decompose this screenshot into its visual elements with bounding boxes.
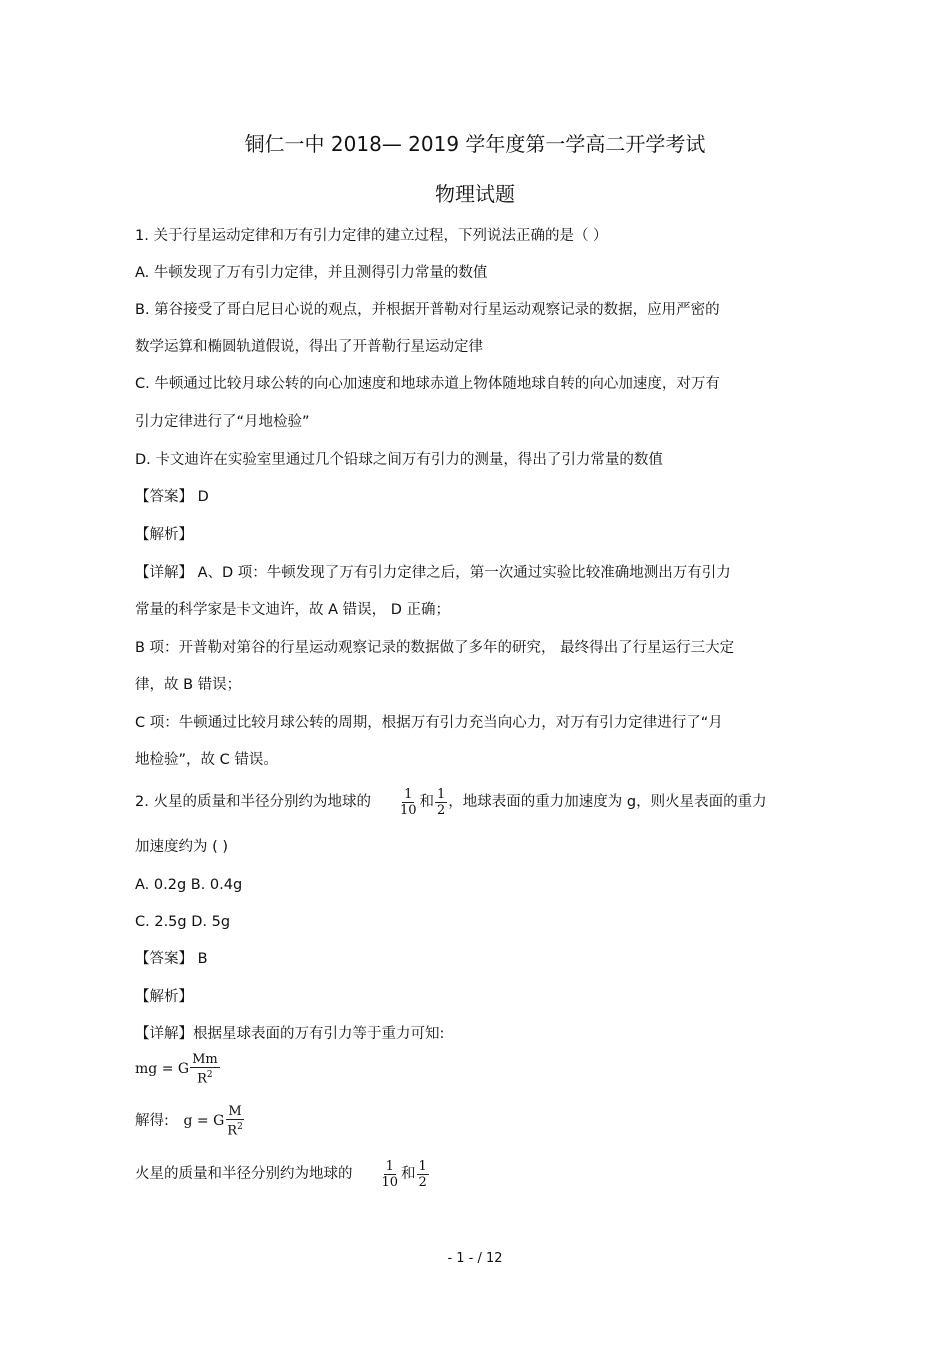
page-number: - 1 - / 12 [447,1251,503,1266]
q1-detail-line1: 【详解】 A、D 项：牛顿发现了万有引力定律之后，第一次通过实验比较准确地测出万有引力 [135,565,731,581]
q2-analysis-heading: 【解析】 [135,989,193,1005]
q1-option-c-line2: 引力定律进行了“月地检验” [135,414,310,430]
equation-gravity: mg = G $\frac{Mm}{R^2}$ [135,1052,218,1087]
q2-stem-line2: 加速度约为 ( ) [135,839,229,855]
title-line-1: 铜仁一中 2018— 2019 学年度第一学高二开学考试 [244,132,706,156]
q1-detail-line4: 律，故 B 错误； [135,677,242,693]
equation-solution: 解得: g = G $\frac{M}{R^2}$ [135,1104,243,1139]
q1-detail-line6: 地检验”，故 C 错误。 [135,752,278,768]
q1-detail-line5: C 项：牛顿通过比较月球公转的周期，根据万有引力充当向心力，对万有引力定律进行了“月 [135,715,723,731]
q1-option-b-line1: B. 第谷接受了哥白尼日心说的观点，并根据开普勒对行星运动观察记录的数据，应用严密的 [135,302,720,318]
q1-detail-line2: 常量的科学家是卡文迪许，故 A 错误， D 正确； [135,602,451,618]
q2-stem-a: 2. 火星的质量和半径分别约为地球的 [135,794,371,810]
q1-answer: 【答案】 D [135,489,209,505]
solve-label: 解得: [135,1113,169,1130]
q1-option-c-line1: C. 牛顿通过比较月球公转的向心加速度和地球赤道上物体随地球自转的向心加速度，对万有 [135,376,720,392]
q1-analysis-heading: 【解析】 [135,527,193,543]
q1-option-b-line2: 数学运算和椭圆轨道假说，得出了开普勒行星运动定律 [135,339,483,355]
fraction-one-tenth-2: $\frac{1}{10}$ [381,1158,399,1190]
q2-last-line: 火星的质量和半径分别约为地球的 $\frac{1}{10}$ 和 $\frac{1}{2}$ [135,1158,427,1190]
q1-stem: 1. 关于行星运动定律和万有引力定律的建立过程，下列说法正确的是（ ） [135,228,608,244]
fraction-one-half-2: $\frac{1}{2}$ [418,1158,427,1190]
q1-option-a: A. 牛顿发现了万有引力定律，并且测得引力常量的数值 [135,265,488,281]
q2-options-ab: A. 0.2g B. 0.4g [135,877,243,893]
q2-stem: 2. 火星的质量和半径分别约为地球的 $\frac{1}{10}$ 和 $\frac{1}{2}$ ，地球表面的重力加速度为 g，则火星表面的重力 [135,786,767,818]
title-line-2: 物理试题 [435,182,515,206]
fraction-one-tenth: $\frac{1}{10}$ [399,786,417,818]
q2-answer: 【答案】 B [135,951,208,967]
fraction-one-half: $\frac{1}{2}$ [437,786,446,818]
q2-detail-line1: 【详解】根据星球表面的万有引力等于重力可知: [135,1026,445,1042]
q2-stem-b: ，地球表面的重力加速度为 g，则火星表面的重力 [448,794,767,810]
q2-options-cd: C. 2.5g D. 5g [135,914,231,930]
q1-option-d: D. 卡文迪许在实验室里通过几个铅球之间万有引力的测量，得出了引力常量的数值 [135,452,663,468]
q1-detail-line3: B 项：开普勒对第谷的行星运动观察记录的数据做了多年的研究， 最终得出了行星运行三大定 [135,640,735,656]
